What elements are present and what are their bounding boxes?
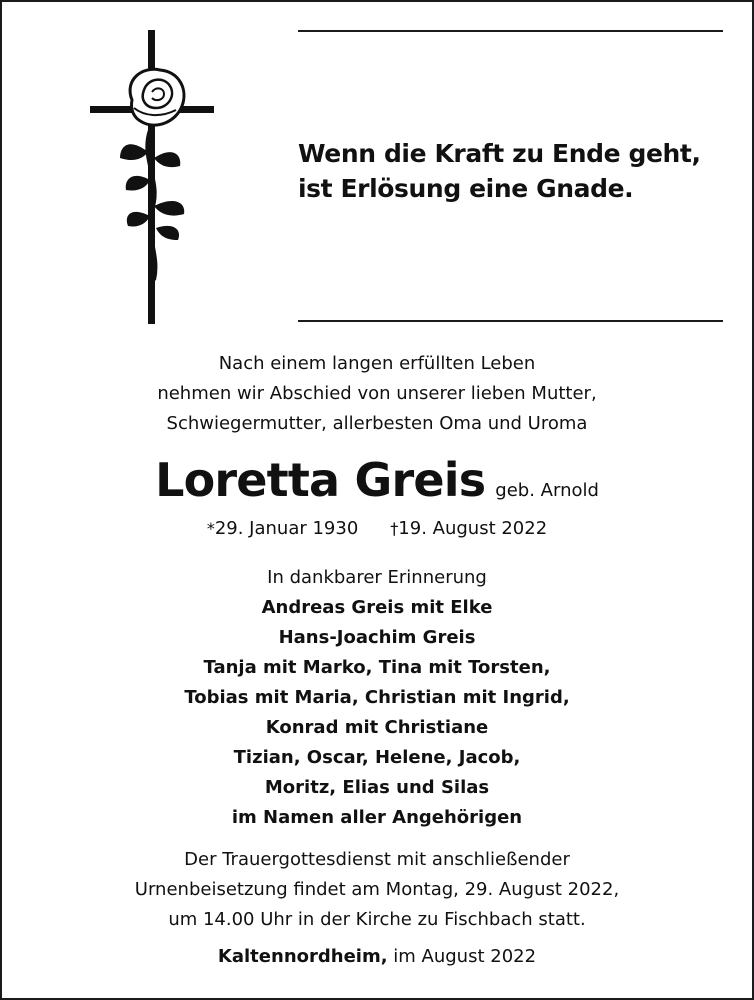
birth-symbol: *: [206, 519, 215, 538]
place: Kaltennordheim,: [217, 946, 388, 967]
intro-line: nehmen wir Abschied von unserer lieben Mutter,: [157, 383, 597, 404]
death-date: 19. August 2022: [398, 518, 548, 539]
service-info: [2, 845, 752, 935]
bottom-rule: [298, 320, 723, 322]
deceased-name-row: [2, 450, 752, 510]
service-line: Urnenbeisetzung findet am Montag, 29. August 2022,: [134, 879, 620, 900]
mourner-line: Konrad mit Christiane: [265, 717, 489, 738]
mourner-line: Tanja mit Marko, Tina mit Torsten,: [203, 657, 551, 678]
maiden-name: geb. Arnold: [495, 480, 599, 501]
cross-with-rose-icon: [90, 30, 216, 326]
motto-line: ist Erlösung eine Gnade.: [298, 174, 634, 203]
service-line: um 14.00 Uhr in der Kirche zu Fischbach statt.: [168, 909, 586, 930]
mourner-line: Andreas Greis mit Elke: [261, 597, 493, 618]
death-symbol: †: [390, 519, 399, 538]
mourner-line: Tizian, Oscar, Helene, Jacob,: [233, 747, 521, 768]
place-and-date: [2, 942, 752, 972]
life-dates: [2, 514, 752, 544]
mourner-line: Tobias mit Maria, Christian mit Ingrid,: [184, 687, 570, 708]
top-rule: [298, 30, 723, 32]
motto: [298, 136, 738, 206]
mourner-line: im Namen aller Angehörigen: [231, 807, 523, 828]
mourner-line: Moritz, Elias und Silas: [264, 777, 490, 798]
birth-date: 29. Januar 1930: [214, 518, 359, 539]
intro-line: Nach einem langen erfüllten Leben: [218, 353, 536, 374]
deceased-name: Loretta Greis: [155, 453, 486, 507]
mourner-line: Hans-Joachim Greis: [278, 627, 476, 648]
motto-line: Wenn die Kraft zu Ende geht,: [298, 139, 701, 168]
closing-date: im August 2022: [393, 946, 537, 967]
intro-line: Schwiegermutter, allerbesten Oma und Uroma: [166, 413, 588, 434]
intro-text: [2, 349, 752, 439]
remembrance-line: In dankbarer Erinnerung: [267, 567, 487, 588]
service-line: Der Trauergottesdienst mit anschließender: [184, 849, 570, 870]
mourners-list: [2, 593, 752, 833]
